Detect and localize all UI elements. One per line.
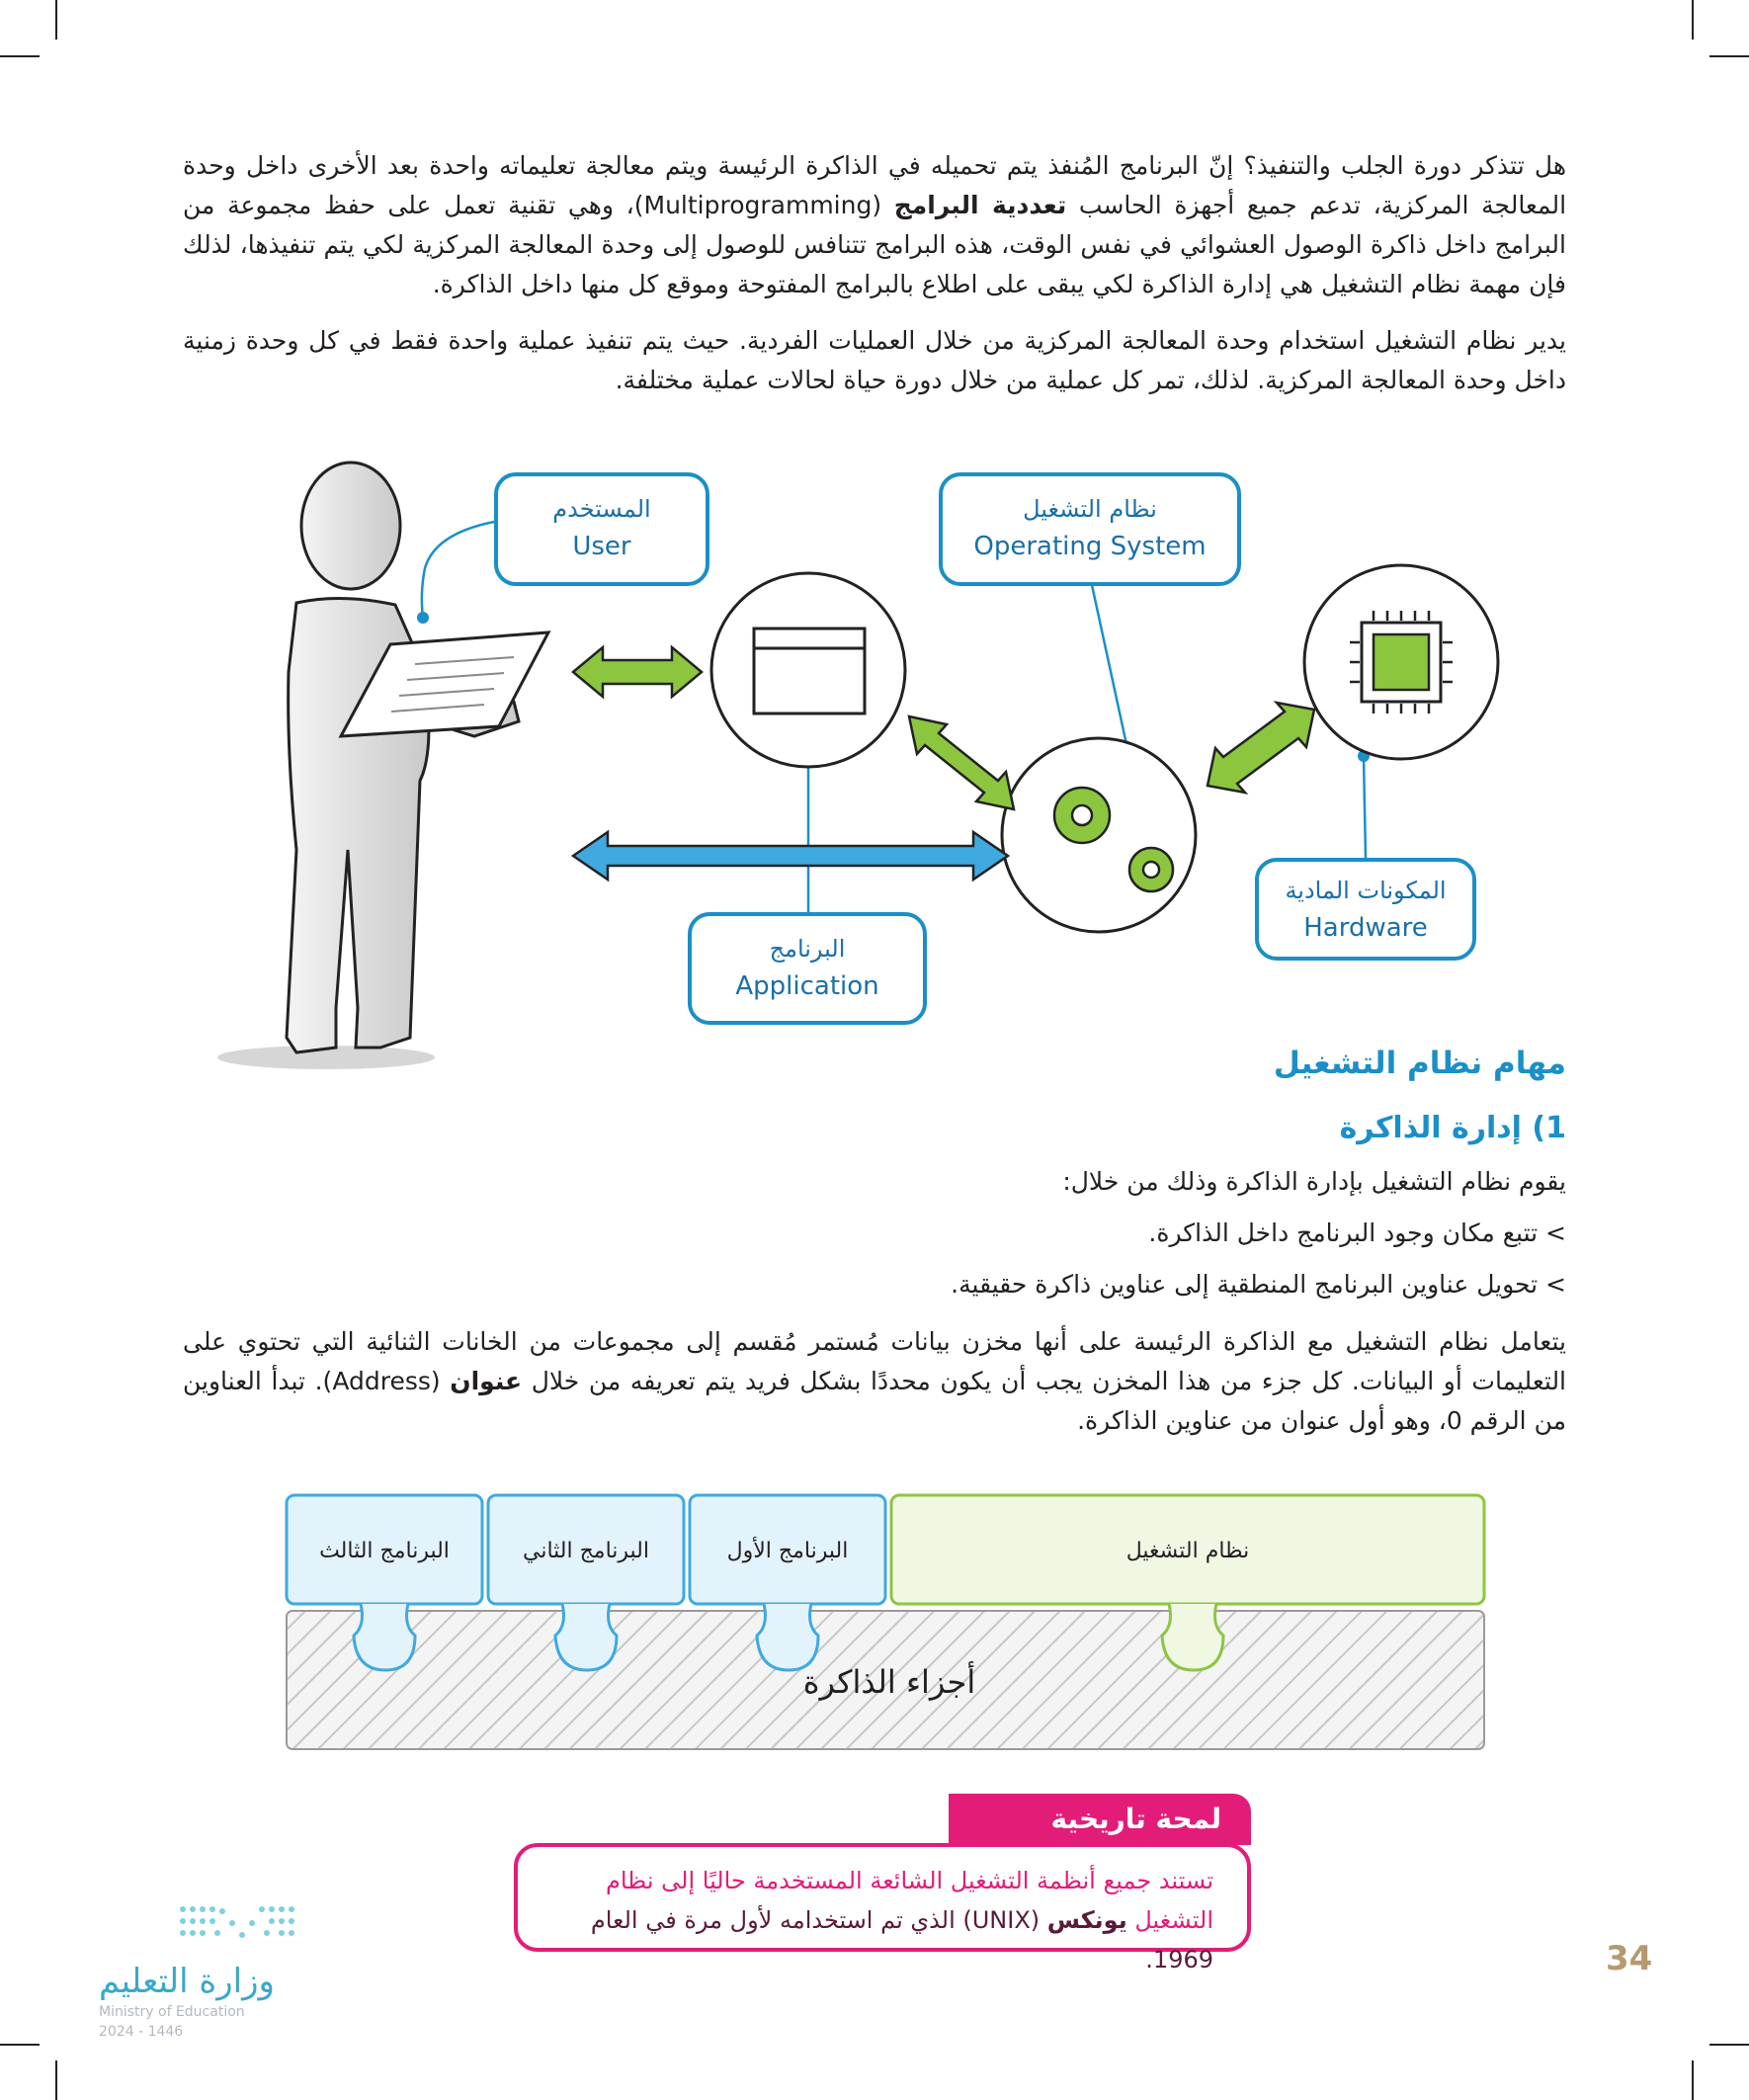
os-label-en: Operating System (973, 532, 1207, 561)
address-term: عنوان (450, 1367, 523, 1395)
crop-mark (1692, 2060, 1694, 2100)
puzzle-tab (555, 1604, 617, 1670)
window-icon (754, 629, 865, 714)
crop-mark (55, 2060, 57, 2100)
puzzle-tab (757, 1604, 818, 1670)
unix-term: يونكس (1046, 1906, 1127, 1934)
memory-bullet-2: > تحويل عناوين البرنامج المنطقية إلى عناوين ذاكرة حقيقية. (951, 1270, 1566, 1299)
hardware-label-en: Hardware (1303, 913, 1428, 943)
intro-text-cont: (Multiprogramming)، وهي تقنية تعمل على حفظ مجموعة من البرامج داخل ذاكرة الوصول العشوائي في نفس الوقت، هذه البرامج تتنافس للوصول إلى وحدة المعالجة المركزية لكي يتم تنفيذها، لذلك فإن مهمة نظام التشغيل هي إدارة الذاكرة لكي يبقى على اطلاع بالبرامج المفتوحة وموقع كل منها داخل الذاكرة. (183, 191, 1566, 298)
memory-paragraph (183, 1322, 1566, 1441)
puzzle-tab (1162, 1604, 1223, 1670)
memory-prog3-label: البرنامج الثالث (319, 1539, 450, 1563)
hw-connector (1364, 756, 1366, 858)
history-title: لمحة تاريخية (949, 1794, 1251, 1845)
os-callout (939, 472, 1241, 586)
user-label-ar: المستخدم (552, 495, 651, 523)
application-callout (688, 912, 927, 1025)
ministry-year: 2024 - 1446 (99, 2024, 184, 2040)
section-title: مهام نظام التشغيل (1273, 1046, 1566, 1081)
user-figure (287, 462, 519, 1052)
memory-diagram (277, 1487, 1502, 1754)
ministry-name-en: Ministry of Education (99, 2004, 245, 2020)
memory-lead: يقوم نظام التشغيل بإدارة الذاكرة وذلك من خلال: (1062, 1167, 1566, 1196)
memory-text: يتعامل نظام التشغيل مع الذاكرة الرئيسة على أنها مخزن بيانات مُستمر مُقسم إلى مجموعات من الخانات الثنائية التي تحتوي على التعليمات أو البيانات. كل جزء من هذا المخزن يجب أن يكون محددًا بشكل فريد يتم تعريفه من خلال (183, 1327, 1567, 1395)
memory-prog2-label: البرنامج الثاني (522, 1539, 650, 1563)
ministry-logo-icon (173, 1899, 321, 1949)
intro-text-2: يدير نظام التشغيل استخدام وحدة المعالجة المركزية من خلال العمليات الفردية. حيث يتم تنفيذ عملية واحدة فقط في كل وحدة زمنية داخل وحدة المعالجة المركزية. لذلك، تمر كل عملية من خلال دورة حياة لحالات عملية مختلفة. (183, 326, 1566, 394)
page-number: 34 (1606, 1939, 1653, 1978)
application-label-en: Application (735, 971, 879, 1001)
history-text-cont: (UNIX) الذي تم استخدامه لأول مرة في العام 1969. (590, 1906, 1213, 1974)
crop-mark (1709, 2044, 1749, 2046)
application-label-ar: البرنامج (769, 935, 846, 963)
arrow-os-hw (1208, 703, 1314, 793)
os-label-ar: نظام التشغيل (1023, 495, 1157, 523)
puzzle-tab (354, 1604, 415, 1670)
user-connector (422, 522, 494, 618)
arrow-user-app (573, 647, 702, 697)
history-box (514, 1843, 1251, 1974)
user-callout (494, 472, 709, 586)
hardware-callout (1255, 858, 1476, 961)
multiprogramming-term: تعددية البرامج (893, 191, 1067, 219)
crop-mark (0, 2044, 40, 2046)
memory-os-label: نظام التشغيل (1125, 1539, 1250, 1563)
connector-dot (417, 612, 429, 624)
section-subtitle: 1) إدارة الذاكرة (1339, 1111, 1566, 1145)
history-text: تستند جميع أنظمة التشغيل الشائعة المستخدمة حاليًا إلى نظام التشغيل (605, 1867, 1213, 1934)
memory-parts-label: أجزاء الذاكرة (802, 1663, 976, 1701)
intro-text: هل تتذكر دورة الجلب والتنفيذ؟ إنّ البرنامج المُنفذ يتم تحميله في الذاكرة الرئيسة ويتم معالجة تعليماته واحدة بعد الأخرى داخل وحدة المعالجة المركزية، تدعم جميع أجهزة الحاسب (183, 151, 1567, 219)
memory-prog1-label: البرنامج الأول (726, 1539, 849, 1563)
user-label-en: User (572, 532, 631, 561)
memory-text-cont: (Address). تبدأ العناوين من الرقم 0، وهو أول عنوان من عناوين الذاكرة. (183, 1367, 1566, 1435)
ministry-name-ar: وزارة التعليم (99, 1962, 275, 2001)
cpu-chip-icon (1350, 611, 1453, 714)
hardware-label-ar: المكونات المادية (1285, 877, 1447, 904)
arrow-app-os (909, 716, 1014, 809)
memory-bullet-1: > تتبع مكان وجود البرنامج داخل الذاكرة. (1148, 1218, 1566, 1247)
arrow-user-app-blue (573, 832, 1008, 880)
